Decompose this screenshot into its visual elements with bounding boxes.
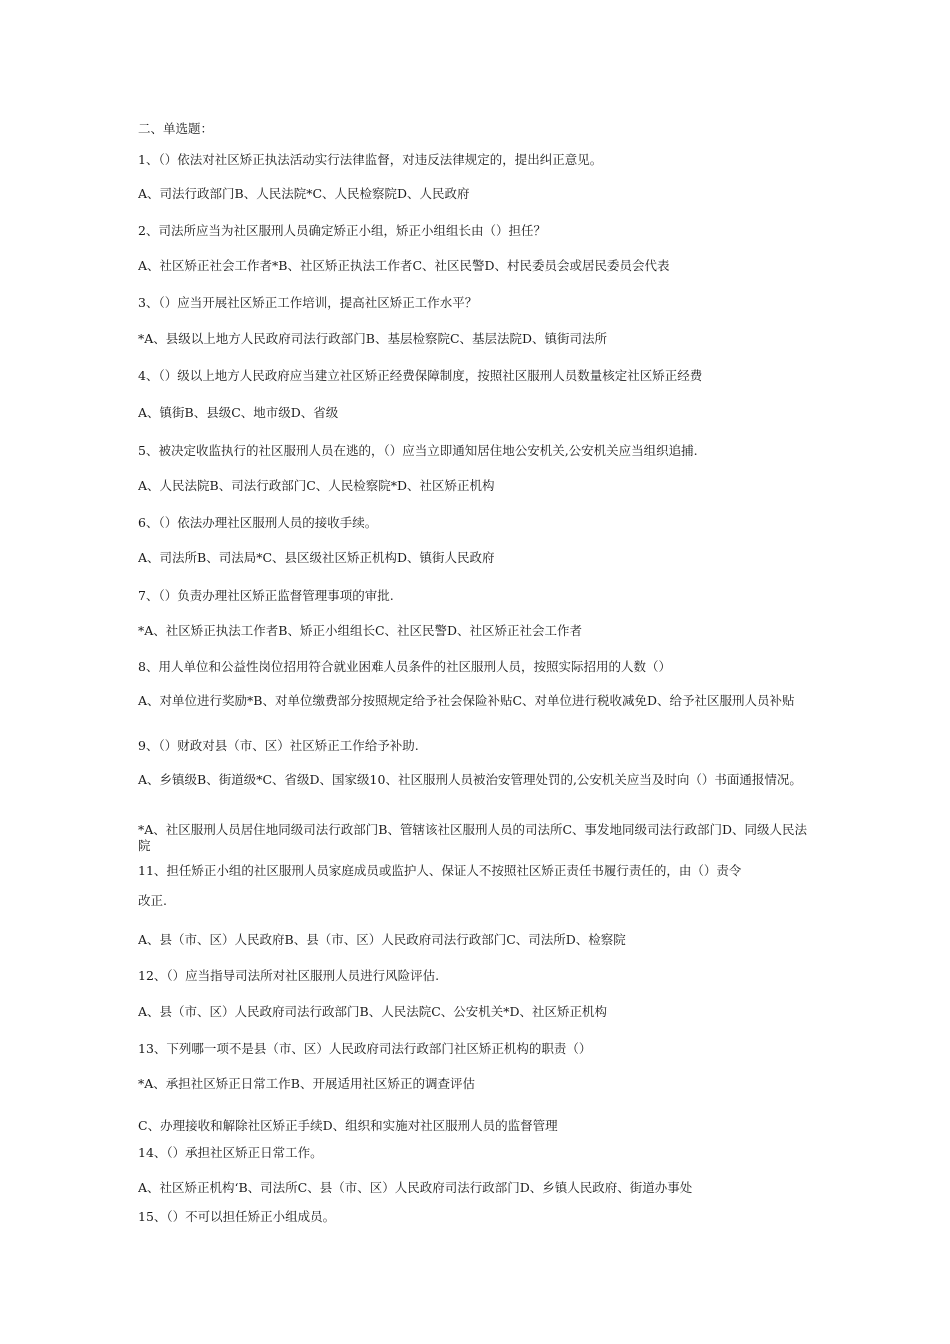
question-6: 6、（）依法办理社区服刑人员的接收手续。 [138,515,378,530]
question-14: 14、（）承担社区矫正日常工作。 [138,1145,323,1160]
question-1: 1、（）依法对社区矫正执法活动实行法律监督，对违反法律规定的，提出纠正意见。 [138,152,603,167]
question-5: 5、被决定收监执行的社区服刑人员在逃的，（）应当立即通知居住地公安机关,公安机关应当组织追捕. [138,443,698,458]
question-12: 12、（）应当指导司法所对社区服刑人员进行风险评估. [138,968,440,983]
options-4: A、镇街B、县级C、地市级D、省级 [138,405,339,420]
options-3: *A、县级以上地方人民政府司法行政部门B、基层检察院C、基层法院D、镇街司法所 [138,331,608,346]
question-11-cont: 改正. [138,893,167,908]
options-2: A、社区矫正社会工作者*B、社区矫正执法工作者C、社区民警D、村民委员会或居民委员会代表 [138,258,670,273]
question-15: 15、（）不可以担任矫正小组成员。 [138,1209,336,1224]
options-5: A、人民法院B、司法行政部门C、人民检察院*D、社区矫正机构 [138,478,495,493]
question-7: 7、（）负责办理社区矫正监督管理事项的审批. [138,588,394,603]
section-heading: 二、单选题： [138,121,214,136]
question-3: 3、（）应当开展社区矫正工作培训，提高社区矫正工作水平？ [138,295,478,310]
options-7: *A、社区矫正执法工作者B、矫正小组组长C、社区民警D、社区矫正社会工作者 [138,623,583,638]
question-2: 2、司法所应当为社区服刑人员确定矫正小组，矫正小组组长由（）担任？ [138,223,546,238]
question-4: 4、（）级以上地方人民政府应当建立社区矫正经费保障制度，按照社区服刑人员数量核定社区矫正经费 [138,368,703,383]
options-14: A、社区矫正机构‘B、司法所C、县（市、区）人民政府司法行政部门D、乡镇人民政府、街道办事处 [138,1180,693,1195]
options-1: A、司法行政部门B、人民法院*C、人民检察院D、人民政府 [138,186,470,201]
options-12: A、县（市、区）人民政府司法行政部门B、人民法院C、公安机关*D、社区矫正机构 [138,1004,608,1019]
options-13b: C、办理接收和解除社区矫正手续D、组织和实施对社区服刑人员的监督管理 [138,1118,558,1133]
question-9: 9、（）财政对县（市、区）社区矫正工作给予补助. [138,738,419,753]
options-10: *A、社区服刑人员居住地同级司法行政部门B、管辖该社区服刑人员的司法所C、事发地同级司法行政部门D、同级人民法院 [138,822,808,853]
options-8: A、对单位进行奖励*B、对单位缴费部分按照规定给予社会保险补贴C、对单位进行税收减免D、给予社区服刑人员补贴 [138,693,795,708]
question-11: 11、担任矫正小组的社区服刑人员家庭成员或监护人、保证人不按照社区矫正责任书履行责任的，由（）责令 [138,863,742,878]
options-6: A、司法所B、司法局*C、县区级社区矫正机构D、镇街人民政府 [138,550,495,565]
options-9-question-10: A、乡镇级B、街道级*C、省级D、国家级10、社区服刑人员被治安管理处罚的,公安机关应当及时向（）书面通报情况。 [138,772,802,787]
options-13a: *A、承担社区矫正日常工作B、开展适用社区矫正的调查评估 [138,1076,475,1091]
question-8: 8、用人单位和公益性岗位招用符合就业困难人员条件的社区服刑人员，按照实际招用的人数（） [138,659,671,674]
question-13: 13、下列哪一项不是县（市、区）人民政府司法行政部门社区矫正机构的职责（） [138,1041,592,1056]
options-11: A、县（市、区）人民政府B、县（市、区）人民政府司法行政部门C、司法所D、检察院 [138,932,626,947]
